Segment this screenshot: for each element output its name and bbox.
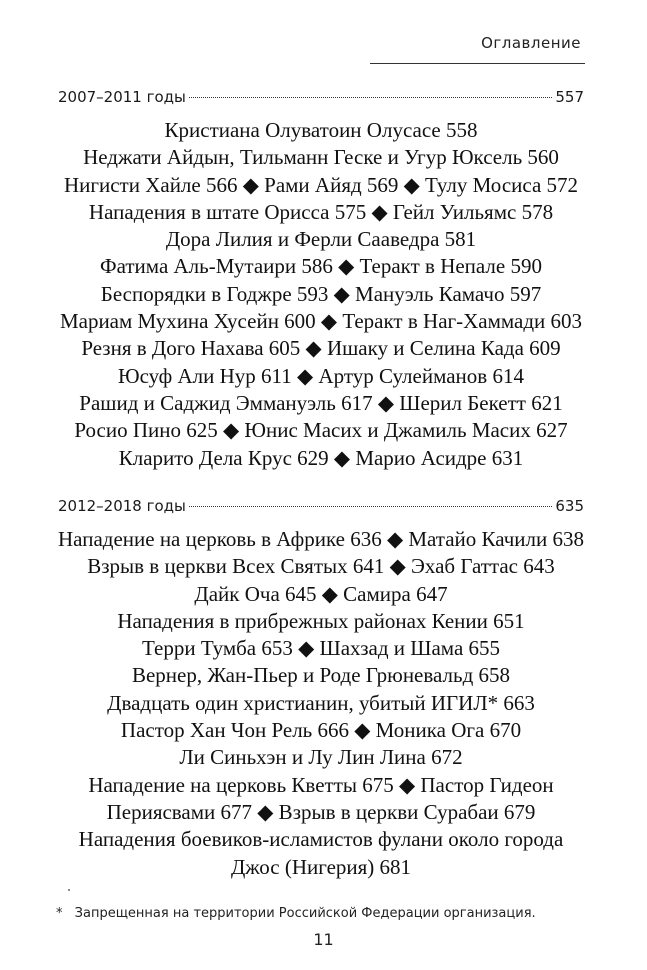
toc-entry: Рашид и Саджид Эммануэль 617 ◆ Шерил Бекетт 621 bbox=[79, 390, 563, 415]
toc-entry: Дайк Оча 645 ◆ Самира 647 bbox=[194, 581, 448, 606]
toc-entry: Фатима Аль-Мутаири 586 ◆ Теракт в Непале 590 bbox=[100, 254, 542, 279]
toc-entry: Двадцать один христианин, убитый ИГИЛ* 663 bbox=[107, 690, 535, 715]
toc-entry: Росио Пино 625 ◆ Юнис Масих и Джамиль Масих 627 bbox=[74, 418, 568, 443]
toc-entry: Нападение на церковь в Африке 636 ◆ Матайо Качили 638 bbox=[58, 527, 585, 551]
toc-entry: Нападение на церковь Кветты 675 ◆ Пастор Гидеон bbox=[88, 772, 554, 797]
toc-entry: Ли Синьхэн и Лу Лин Лина 672 bbox=[179, 745, 463, 770]
toc-entry: Неджати Айдын, Тильманн Геске и Угур Юксель 560 bbox=[83, 145, 559, 170]
toc-entry: Мариам Мухина Хусейн 600 ◆ Теракт в Наг-Хаммади 603 bbox=[59, 309, 583, 334]
toc-section-2012-2018 bbox=[58, 497, 584, 881]
footnote-mark: * bbox=[56, 906, 63, 921]
section-heading-label: 2007–2011 годы bbox=[58, 88, 186, 106]
section-heading-label: 2012–2018 годы bbox=[58, 497, 186, 515]
toc-entry: Дора Лилия и Ферли Сааведра 581 bbox=[165, 227, 477, 252]
footnote bbox=[56, 906, 536, 921]
dot-leader bbox=[189, 97, 552, 98]
running-header: Оглавление bbox=[481, 34, 581, 52]
toc-entry: Взрыв в церкви Всех Святых 641 ◆ Эхаб Гаттас 643 bbox=[87, 554, 555, 579]
toc-entry: Беспорядки в Годжре 593 ◆ Мануэль Камачо 597 bbox=[100, 281, 542, 306]
section-heading bbox=[58, 88, 584, 112]
toc-entry: Кристиана Олуватоин Олусасе 558 bbox=[164, 118, 478, 142]
toc-entry: Терри Тумба 653 ◆ Шахзад и Шама 655 bbox=[141, 636, 501, 661]
page-number: 11 bbox=[313, 930, 334, 949]
toc-entry: Кларито Дела Крус 629 ◆ Марио Асидре 631 bbox=[118, 445, 524, 470]
footnote-text: Запрещенная на территории Российской Федерации организация. bbox=[74, 906, 536, 921]
toc-entry: Нападения в прибрежных районах Кении 651 bbox=[117, 608, 525, 633]
toc-entry: Джос (Нигерия) 681 bbox=[230, 854, 412, 879]
dot-leader bbox=[189, 506, 552, 507]
toc-section-2007-2011 bbox=[58, 88, 584, 472]
header-rule bbox=[370, 63, 585, 64]
toc-entry: Пастор Хан Чон Рель 666 ◆ Моника Ога 670 bbox=[120, 718, 522, 743]
toc-entry: Нападения боевиков-исламистов фулани около города bbox=[78, 827, 564, 852]
toc-entry: Юсуф Али Нур 611 ◆ Артур Сулейманов 614 bbox=[118, 363, 524, 388]
section-heading-page: 557 bbox=[555, 88, 584, 106]
toc-entry: Вернер, Жан-Пьер и Роде Грюневальд 658 bbox=[131, 663, 511, 688]
entry-list bbox=[58, 526, 584, 881]
section-heading-page: 635 bbox=[555, 497, 584, 515]
print-speck bbox=[68, 889, 70, 891]
toc-entry: Нигисти Хайле 566 ◆ Рами Айяд 569 ◆ Тулу Мосиса 572 bbox=[63, 172, 579, 197]
entry-list bbox=[58, 117, 584, 472]
toc-entry: Нападения в штате Орисса 575 ◆ Гейл Уильямс 578 bbox=[88, 199, 554, 224]
section-heading bbox=[58, 497, 584, 521]
toc-entry: Периясвами 677 ◆ Взрыв в церкви Сурабаи 679 bbox=[106, 799, 536, 824]
toc-entry: Резня в Дого Нахава 605 ◆ Ишаку и Селина Када 609 bbox=[81, 336, 561, 361]
